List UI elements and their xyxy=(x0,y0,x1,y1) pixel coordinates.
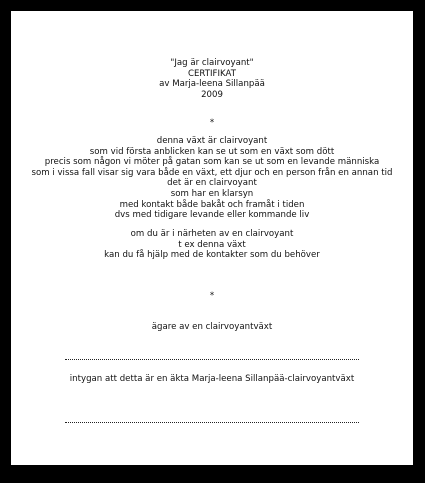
authenticity-statement: intygan att detta är en äkta Marja-leena Sillanpää-clairvoyantväxt xyxy=(69,374,355,384)
intro-paragraph xyxy=(11,136,413,221)
intro-line: denna växt är clairvoyant xyxy=(156,136,268,146)
certificate-author: av Marja-leena Sillanpää xyxy=(159,79,265,90)
intro-line: dvs med tidigare levande eller kommande liv xyxy=(114,210,310,221)
authenticity-signature-line xyxy=(65,422,359,423)
condition-line: t ex denna växt xyxy=(178,239,246,250)
condition-paragraph xyxy=(11,229,413,261)
certificate-header xyxy=(11,58,413,100)
certificate-page xyxy=(11,11,413,465)
certificate-title: "Jag är clairvoyant" xyxy=(170,58,254,68)
owner-signature-line xyxy=(65,359,359,360)
intro-line: det är en clairvoyant xyxy=(167,178,257,189)
intro-line: precis som någon vi möter på gatan som kan se ut som en levande människa xyxy=(44,157,380,168)
condition-line: om du är i närheten av en clairvoyant xyxy=(130,229,294,239)
intro-line: som vid första anblicken kan se ut som en växt som dött xyxy=(89,146,335,157)
intro-line: med kontakt både bakåt och framåt i tiden xyxy=(119,199,305,210)
intro-line: som i vissa fall visar sig vara både en växt, ett djur och en person från en annan tid xyxy=(31,167,393,178)
certificate-year: 2009 xyxy=(201,89,223,100)
certificate-subtitle: CERTIFIKAT xyxy=(188,68,236,79)
owner-label: ägare av en clairvoyantväxt xyxy=(151,322,273,332)
separator-star: * xyxy=(209,118,215,128)
condition-line: kan du få hjälp med de kontakter som du behöver xyxy=(104,250,320,261)
separator-star: * xyxy=(209,291,215,301)
intro-line: som har en klarsyn xyxy=(170,188,254,199)
